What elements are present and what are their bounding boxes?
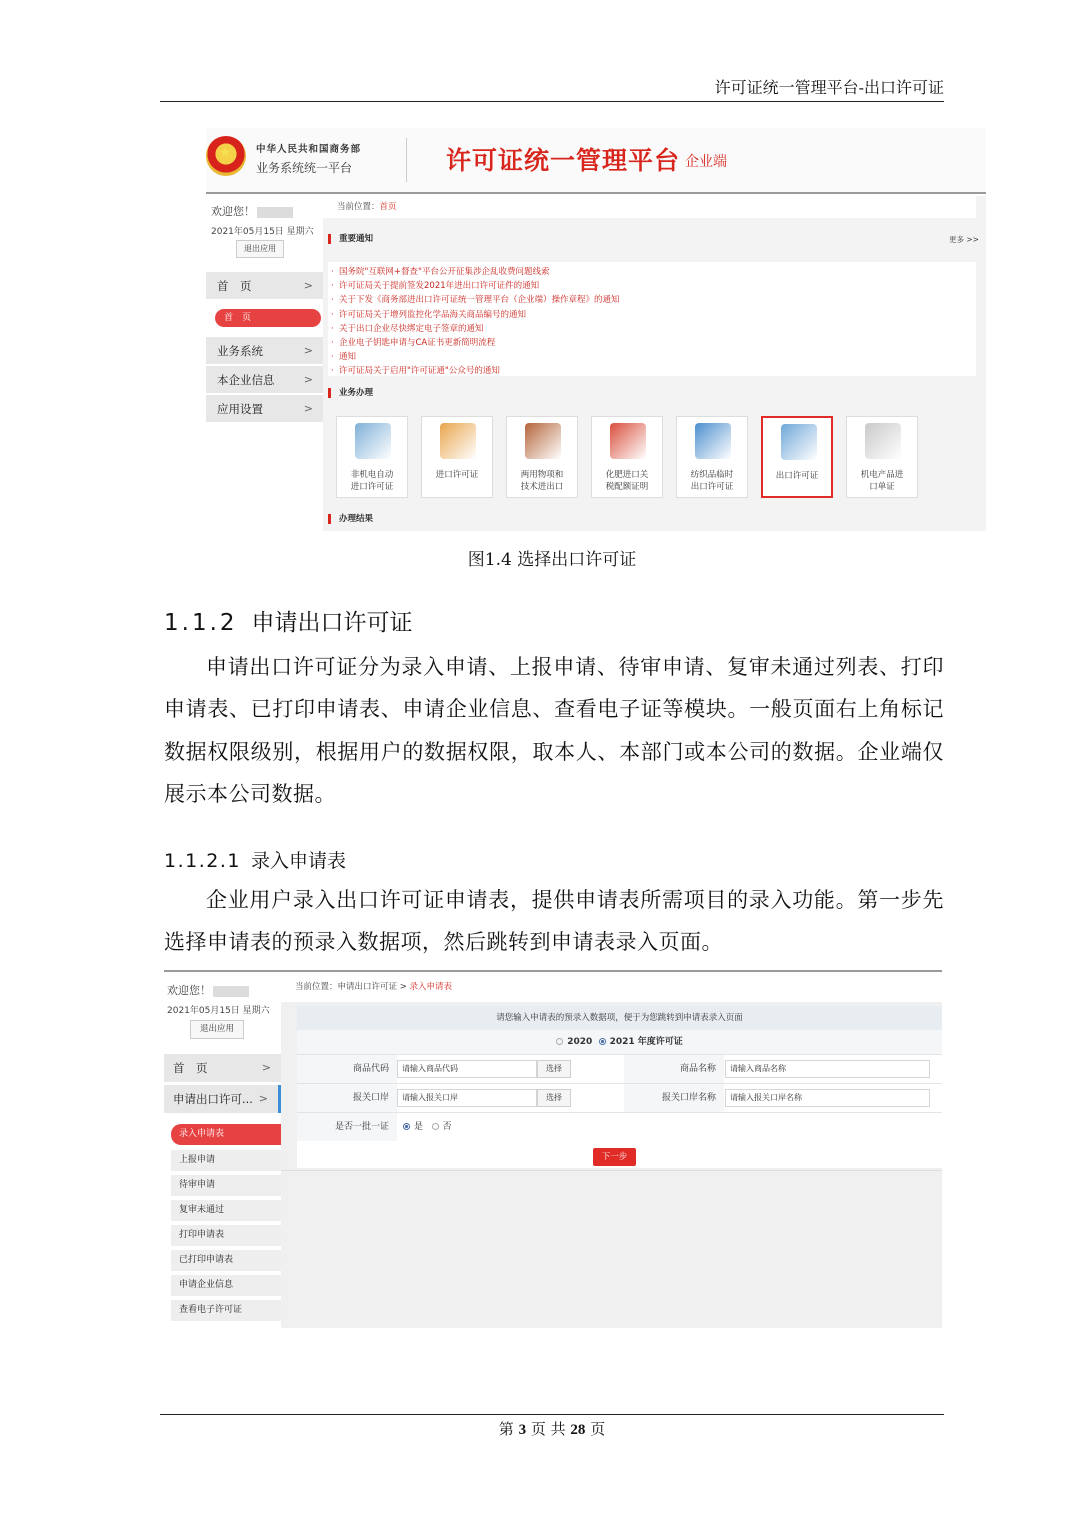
notice-item[interactable]: · 关于下发《商务部进出口许可证统一管理平台（企业端）操作章程》的通知 xyxy=(328,293,976,307)
breadcrumb-current[interactable]: 录入申请表 xyxy=(409,982,453,992)
welcome-text: 欢迎您！ xyxy=(211,203,293,219)
section-heading: 1.1.2 申请出口许可证 xyxy=(164,610,413,636)
current-date: 2021年05月15日 星期六 xyxy=(211,227,314,237)
port-name-input[interactable]: 请输入报关口岸名称 xyxy=(725,1089,930,1107)
tile-label: 化肥进口关 税配额证明 xyxy=(605,470,649,492)
sidebar-subitem-printed[interactable]: 已打印申请表 xyxy=(171,1250,281,1271)
figure-caption: 图1.4 选择出口许可证 xyxy=(467,550,637,570)
tile-label: 两用物项和 技术进出口 xyxy=(520,470,564,492)
form-row-batch xyxy=(297,1112,942,1141)
radio-yes[interactable] xyxy=(403,1123,410,1130)
sidebar-item-business[interactable]: 业务系统 > xyxy=(206,337,323,365)
tile-label: 非机电自动 进口许可证 xyxy=(350,470,394,492)
document-pen-icon xyxy=(781,424,817,460)
product-code-input[interactable]: 请输入商品代码 xyxy=(397,1060,537,1078)
product-code-label: 商品代码 xyxy=(297,1055,397,1083)
main-content xyxy=(281,972,942,1328)
tile-export-license[interactable] xyxy=(761,416,833,498)
username-blurred xyxy=(257,207,293,218)
notice-list xyxy=(328,262,976,376)
tile-textile-export[interactable] xyxy=(676,416,748,498)
screenshot-platform-home xyxy=(206,128,986,531)
platform-header xyxy=(206,128,986,194)
one-batch-label: 是否一批一证 xyxy=(297,1113,397,1141)
business-title: 业务办理 xyxy=(328,388,373,398)
header-divider xyxy=(406,138,407,182)
chevron-right-icon: > xyxy=(303,279,313,292)
logout-button[interactable]: 退出应用 xyxy=(190,1020,244,1039)
sidebar-item-settings[interactable]: 应用设置 > xyxy=(206,395,323,423)
content-divider xyxy=(281,1170,942,1171)
product-name-input[interactable]: 请输入商品名称 xyxy=(725,1060,930,1078)
port-select-button[interactable]: 选择 xyxy=(537,1089,571,1107)
sidebar xyxy=(164,972,281,1328)
username-blurred xyxy=(213,986,249,997)
tile-fertilizer-quota[interactable] xyxy=(591,416,663,498)
sidebar-item-apply-export[interactable]: 申请出口许可... > xyxy=(164,1085,281,1113)
tile-label: 出口许可证 xyxy=(775,471,819,481)
running-head: 许可证统一管理平台-出口许可证 xyxy=(160,78,944,102)
notice-item[interactable]: · 通知 xyxy=(328,350,976,364)
chevron-right-icon: > xyxy=(303,344,313,357)
breadcrumb: 当前位置：申请出口许可证 > 录入申请表 xyxy=(281,972,942,1002)
product-name-label: 商品名称 xyxy=(624,1055,724,1083)
chevron-right-icon: > xyxy=(261,1061,271,1074)
pre-entry-form xyxy=(297,1006,942,1168)
chevron-right-icon: > xyxy=(258,1092,268,1105)
users-icon xyxy=(610,423,646,459)
national-emblem-icon xyxy=(206,136,246,176)
more-link[interactable]: 更多 >> xyxy=(949,235,979,244)
sidebar-subitem-rejected[interactable]: 复审未通过 xyxy=(171,1200,281,1221)
footer-rule xyxy=(160,1414,944,1415)
product-code-select-button[interactable]: 选择 xyxy=(537,1060,571,1078)
breadcrumb-current[interactable]: 首页 xyxy=(379,202,397,212)
subsection-heading: 1.1.2.1 录入申请表 xyxy=(164,850,346,872)
sidebar-subitem-entry[interactable]: 录入申请表 xyxy=(171,1124,281,1145)
notice-item[interactable]: · 许可证局关于启用"许可证通"公众号的通知 xyxy=(328,364,976,378)
current-date: 2021年05月15日 星期六 xyxy=(167,1006,270,1016)
notice-item[interactable]: · 许可证局关于增列监控化学品海关商品编号的通知 xyxy=(328,308,976,322)
port-input[interactable]: 请输入报关口岸 xyxy=(397,1089,537,1107)
notice-item[interactable]: · 许可证局关于提前签发2021年进出口许可证件的通知 xyxy=(328,279,976,293)
sidebar-item-home[interactable]: 首 页 > xyxy=(164,1054,281,1082)
tile-label: 进口许可证 xyxy=(435,470,479,480)
year-selector: 2020 2021 年度许可证 xyxy=(297,1030,942,1054)
sidebar-subitem-print[interactable]: 打印申请表 xyxy=(171,1225,281,1246)
org-name: 中华人民共和国商务部 xyxy=(256,144,362,155)
business-tiles xyxy=(336,416,976,500)
platform-title: 许可证统一管理平台 xyxy=(446,146,681,175)
checklist-icon xyxy=(865,423,901,459)
tile-import-license[interactable] xyxy=(421,416,493,498)
tile-non-electromechanical-import[interactable] xyxy=(336,416,408,498)
notices-title: 重要通知 xyxy=(328,234,373,244)
next-step-button[interactable]: 下一步 xyxy=(593,1148,636,1166)
port-name-label: 报关口岸名称 xyxy=(624,1084,724,1112)
one-batch-options: 是 否 xyxy=(403,1113,452,1141)
form-row-port xyxy=(297,1083,942,1112)
platform-subtitle: 企业端 xyxy=(685,154,727,170)
org-subname: 业务系统统一平台 xyxy=(256,161,353,175)
laptop-icon xyxy=(695,423,731,459)
notice-item[interactable]: · 企业电子钥匙申请与CA证书更新简明流程 xyxy=(328,336,976,350)
sidebar xyxy=(206,196,323,531)
tile-label: 纺织品临时 出口许可证 xyxy=(690,470,734,492)
book-icon xyxy=(525,423,561,459)
paragraph-modules: 申请出口许可证分为录入申请、上报申请、待审申请、复审未通过列表、打印申请表、已打印申请表、申请企业信息、查看电子证等模块。一般页面右上角标记数据权限级别，根据用户的数据权限，取本人、本部门或本公司的数据。企业端仅展示本公司数据。 xyxy=(164,655,944,806)
sidebar-subitem-e-license[interactable]: 查看电子许可证 xyxy=(171,1300,281,1321)
sidebar-subitem-company-info[interactable]: 申请企业信息 xyxy=(171,1275,281,1296)
sidebar-subitem-home[interactable]: 首 页 xyxy=(215,309,321,327)
form-row-product xyxy=(297,1054,942,1083)
sidebar-item-company[interactable]: 本企业信息 > xyxy=(206,366,323,394)
results-title: 办理结果 xyxy=(328,514,373,524)
sidebar-subitem-submit[interactable]: 上报申请 xyxy=(171,1150,281,1171)
notice-item[interactable]: · 国务院"互联网+督查"平台公开征集涉企乱收费问题线索 xyxy=(328,265,976,279)
telephone-icon xyxy=(355,423,391,459)
radio-2020[interactable] xyxy=(556,1038,563,1045)
welcome-text: 欢迎您！ xyxy=(167,982,249,998)
screenshot-entry-form xyxy=(164,970,942,1328)
radio-2021[interactable] xyxy=(599,1038,606,1045)
logout-button[interactable]: 退出应用 xyxy=(236,240,284,258)
tile-label: 机电产品进 口单证 xyxy=(860,470,904,492)
sidebar-item-home[interactable]: 首 页 > xyxy=(206,272,323,300)
paragraph-entry: 企业用户录入出口许可证申请表，提供申请表所需项目的录入功能。第一步先选择申请表的预录入数据项，然后跳转到申请表录入页面。 xyxy=(164,888,944,955)
radio-no[interactable] xyxy=(432,1123,439,1130)
sidebar-subitem-pending[interactable]: 待审申请 xyxy=(171,1175,281,1196)
page-number: 第 3 页 共 28 页 xyxy=(498,1420,606,1438)
form-hint: 请您输入申请表的预录入数据项，便于为您跳转到申请表录入页面 xyxy=(297,1006,942,1030)
document-tray-icon xyxy=(440,423,476,459)
port-label: 报关口岸 xyxy=(297,1084,397,1112)
tile-electromechanical-import[interactable] xyxy=(846,416,918,498)
breadcrumb: 当前位置：首页 xyxy=(323,196,976,218)
notice-item[interactable]: · 关于出口企业尽快绑定电子签章的通知 xyxy=(328,322,976,336)
chevron-right-icon: > xyxy=(303,373,313,386)
main-content xyxy=(323,196,986,531)
chevron-right-icon: > xyxy=(303,402,313,415)
tile-dual-use-items[interactable] xyxy=(506,416,578,498)
